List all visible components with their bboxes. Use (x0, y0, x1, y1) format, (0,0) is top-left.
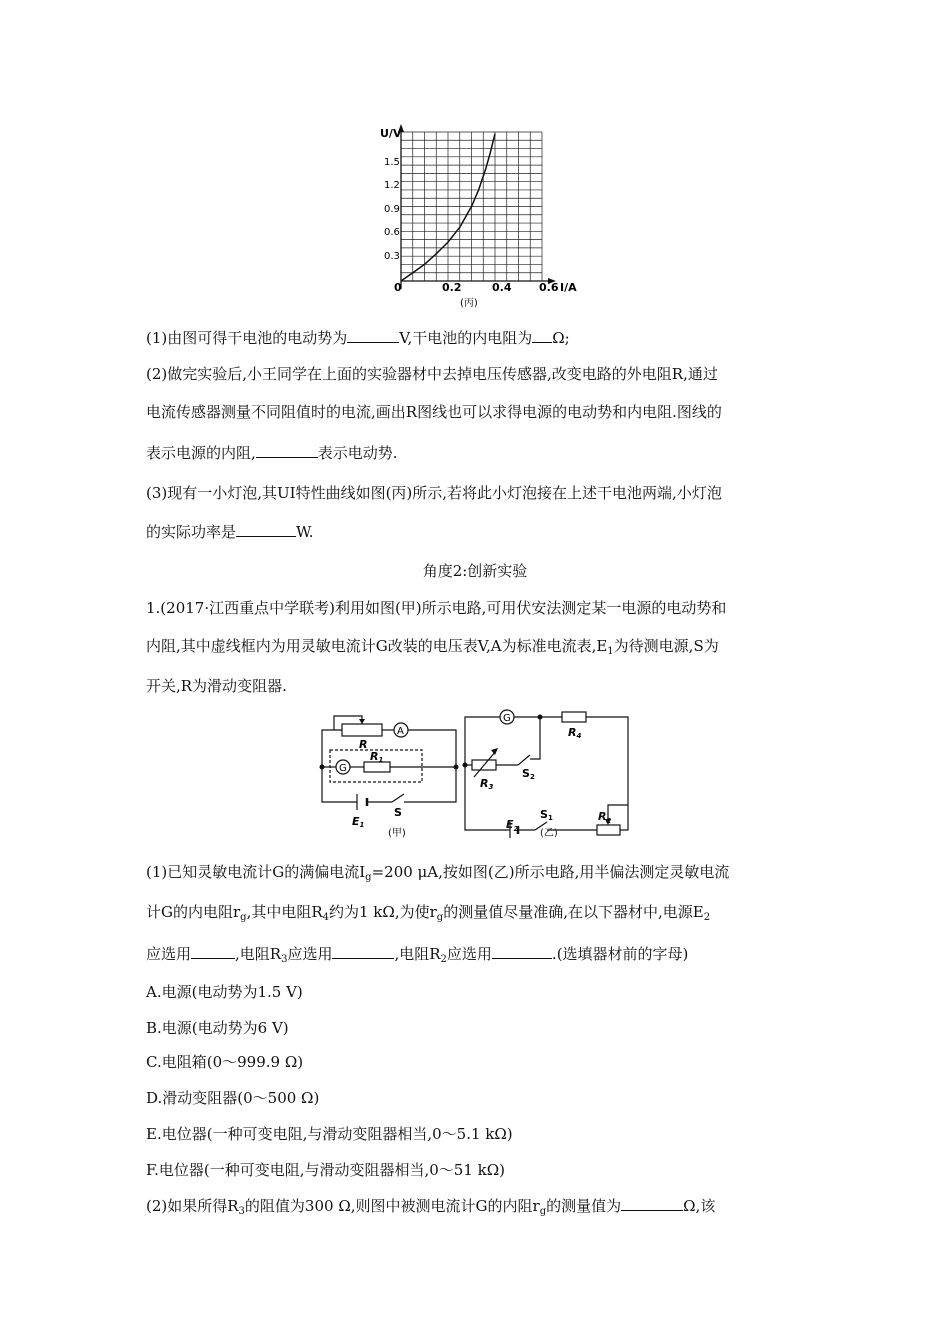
answer-blank (532, 328, 552, 343)
q1-line (146, 328, 570, 348)
resistor-r (342, 724, 382, 736)
subscript: 1 (607, 646, 614, 657)
p1q1-line-1 (146, 862, 729, 882)
slider-arrow-head (359, 719, 365, 724)
circuit-yi-caption: (乙) (540, 828, 558, 839)
text: 约为1 kΩ,为使r (329, 903, 437, 921)
text: (1)由图可得干电池的电动势为 (146, 329, 348, 347)
y-tick-label: 0.6 (384, 227, 400, 238)
section-title: 角度2:创新实验 (422, 562, 528, 580)
subscript: 2 (703, 912, 711, 923)
text: 的测量值尽量准确,在以下器材中,电源E (443, 903, 704, 921)
y-tick-label: 0.9 (384, 204, 400, 215)
problem1-line-2 (146, 636, 719, 656)
slider-arrow (334, 716, 362, 730)
option-b: B.电源(电动势为6 V) (146, 1019, 289, 1037)
subscript: g (539, 1206, 547, 1217)
y-tick-label: 0.3 (384, 251, 400, 262)
x-tick-label: 0.6 (539, 281, 559, 294)
problem1-line-3: 开关,R为滑动变阻器. (146, 677, 287, 695)
p1q1-line-2 (146, 902, 710, 922)
resistor-r3-label: R3 (480, 777, 494, 791)
text: V,干电池的内电阻为 (399, 329, 533, 347)
resistor-r2 (597, 825, 620, 835)
option-a: A.电源(电动势为1.5 V) (146, 983, 303, 1001)
subscript: 2 (440, 954, 447, 965)
text: 应选用 (287, 945, 333, 963)
resistor-r4 (562, 712, 586, 722)
battery-e2-label-box (506, 818, 518, 831)
x-tick-label: 0.4 (492, 281, 512, 294)
resistor-r4-label: R4 (568, 726, 582, 740)
junction-dot (320, 765, 325, 770)
q2-line-2: 电流传感器测量不同阻值时的电流,画出R图线也可以求得电源的电动势和内电阻.图线的 (146, 403, 722, 421)
text: 应选用 (446, 945, 492, 963)
wire (408, 730, 456, 767)
q2-line-1: (2)做完实验后,小王同学在上面的实验器材中去掉电压传感器,改变电路的外电阻R,通过 (146, 365, 718, 383)
answer-blank (236, 522, 296, 537)
resistor-r-label: R (359, 738, 368, 751)
text: 表示电源的内阻, (146, 444, 256, 462)
text: ,电阻R (235, 945, 282, 963)
text: 的阻值为300 Ω,则图中被测电流计G的内阻r (244, 1197, 540, 1215)
x-axis-label: I/A (560, 281, 577, 294)
resistor-r1-label: R1 (370, 750, 384, 764)
text: 应选用 (146, 945, 192, 963)
subscript: 2 (606, 817, 612, 825)
text: .(选填器材前的字母) (551, 945, 689, 963)
galvanometer-label: G (339, 763, 347, 774)
text: 计G的内电阻r (146, 903, 241, 921)
option-c: C.电阻箱(0～999.9 Ω) (146, 1053, 304, 1071)
subscript: 3 (281, 954, 288, 965)
galvanometer-label: G (503, 713, 511, 724)
switch-lever (392, 794, 404, 802)
answer-blank (347, 328, 399, 343)
ui-graph (370, 118, 590, 314)
text: ,其中电阻R (246, 903, 323, 921)
option-f: F.电位器(一种可变电阻,与滑动变阻器相当,0～51 kΩ) (146, 1161, 506, 1179)
battery-e1-label: E1 (352, 815, 365, 829)
x-tick-label: 0.2 (442, 281, 462, 294)
text: W. (296, 523, 314, 541)
circuit-jia-caption: (甲) (388, 828, 406, 839)
problem1-line-1: 1.(2017·江西重点中学联考)利用如图(甲)所示电路,可用伏安法测定某一电源的电动势和 (146, 599, 727, 617)
y-tick-label: 1.5 (384, 157, 400, 168)
q2-line-3 (146, 443, 398, 463)
option-d: D.滑动变阻器(0～500 Ω) (146, 1089, 320, 1107)
q3-line-2 (146, 522, 314, 542)
wire (465, 765, 510, 830)
text: 内阻,其中虚线框内为用灵敏电流计G改装的电压表V,A为标准电流表,E (146, 637, 608, 655)
graph-caption: (丙) (460, 298, 478, 309)
switch-s-label: S (394, 806, 402, 819)
switch-s2-label: S2 (522, 767, 535, 781)
variable-arrow-head (491, 748, 498, 755)
q3-line-1: (3)现有一小灯泡,其UI特性曲线如图(丙)所示,若将此小灯泡接在上述干电池两端,小灯泡 (146, 484, 722, 502)
resistor-r1 (364, 762, 390, 772)
p1q2-line (146, 1196, 715, 1216)
text: (2)如果所得R (146, 1197, 239, 1215)
answer-blank (256, 443, 318, 458)
y-axis-label: U/V (380, 127, 402, 140)
y-tick-label: 1.2 (384, 180, 400, 191)
wire (586, 717, 628, 780)
answer-blank (621, 1196, 683, 1211)
subscript: 4 (322, 912, 329, 923)
wire (465, 717, 500, 765)
subscript: 3 (238, 1206, 245, 1217)
text: (1)已知灵敏电流计G的满偏电流I (146, 863, 366, 881)
junction-dot (454, 765, 459, 770)
switch-s2-lever (518, 755, 530, 765)
text: 表示电动势. (317, 444, 398, 462)
subscript: 2 (513, 825, 519, 833)
subscript: g (436, 912, 444, 923)
answer-blank (191, 944, 235, 959)
subscript: g (365, 872, 372, 883)
text: ,电阻R (394, 945, 441, 963)
ammeter-label: A (397, 726, 404, 737)
option-e: E.电位器(一种可变电阻,与滑动变阻器相当,0～5.1 kΩ) (146, 1125, 513, 1143)
text: 的测量值为 (546, 1197, 622, 1215)
battery-e2-text: E (506, 818, 514, 831)
junction-dot (463, 763, 468, 768)
text: 的实际功率是 (146, 523, 237, 541)
resistor-r2-label-box (598, 810, 611, 823)
wire (530, 717, 540, 759)
variable-arrow (474, 751, 496, 777)
answer-blank (492, 944, 552, 959)
switch-s1-label: S1 (540, 808, 553, 822)
junction-dot (538, 715, 543, 720)
text: Ω,该 (683, 1197, 716, 1215)
resistor-r2-text: R (598, 810, 607, 823)
text: 为待测电源,S为 (613, 637, 719, 655)
subscript: g (240, 912, 247, 923)
answer-blank (332, 944, 394, 959)
p1q1-line-3 (146, 944, 688, 964)
text: =200 μA,按如图(乙)所示电路,用半偏法测定灵敏电流 (371, 863, 730, 881)
circuit-jia (312, 710, 462, 840)
origin-label: 0 (394, 281, 402, 294)
text: Ω; (552, 329, 570, 347)
wire (404, 767, 456, 802)
